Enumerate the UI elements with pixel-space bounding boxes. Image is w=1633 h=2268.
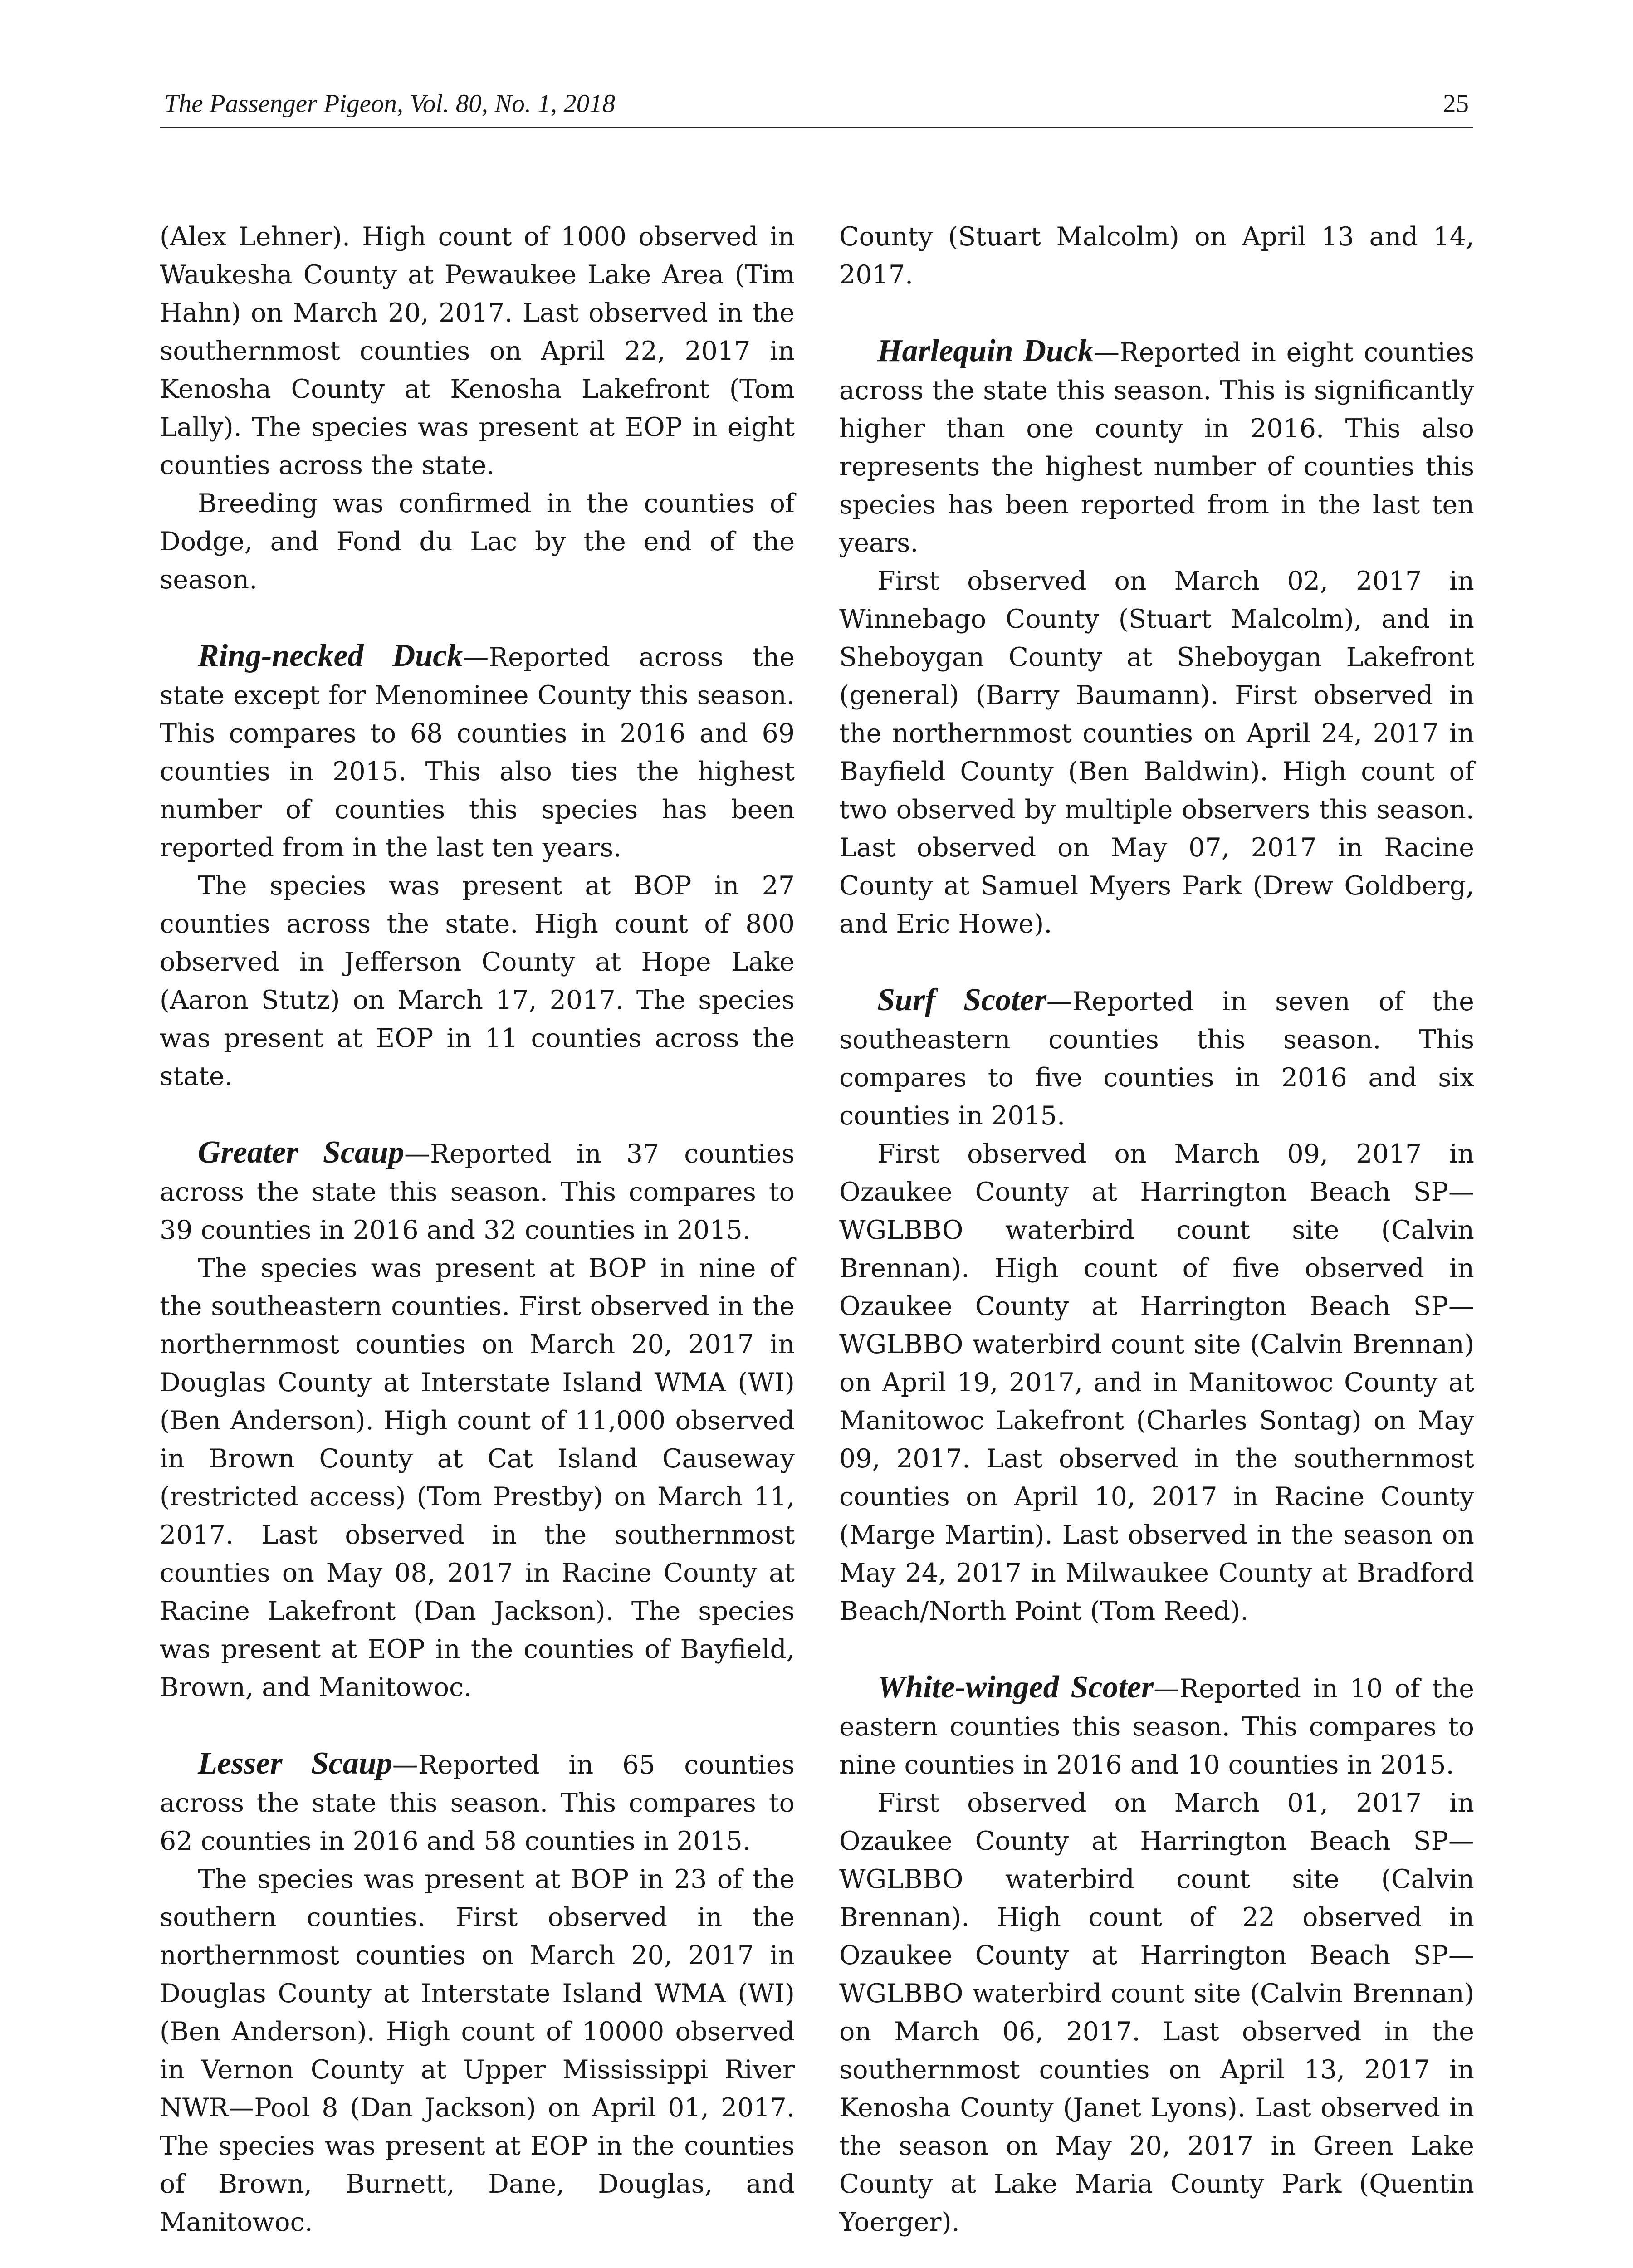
species-name: Harlequin Duck [877,333,1094,368]
species-name: White-winged Scoter [877,1670,1154,1705]
species-summary: —Reported across the state except for Menominee County this season. This compares to 68 counties in 2016 and 69 counties in 2015. This also ties the highest number of counties this species has been reported from in the last ten years. [160,642,795,863]
running-header [160,89,1473,125]
right-column [839,218,1474,2268]
species-entry-surf-scoter [839,981,1474,1135]
intro-paragraph: (Alex Lehner). High count of 1000 observed in Waukesha County at Pewaukee Lake Area (Tim Hahn) on March 20, 2017. Last observed in the southernmost counties on April 22, 2017 in Kenosha County at Kenosha Lakefront (Tom Lally). The species was present at EOP in eight counties across the state. [160,222,795,480]
species-summary: —Reported in eight counties across the state this season. This is significantly higher than one county in 2016. This also represents the highest number of counties this species has been reported from in the last ten years. [839,337,1474,558]
species-name: Surf Scoter [877,982,1046,1017]
species-details: The species was present at BOP in 23 of the southern counties. First observed in the northernmost counties on March 20, 2017 in Douglas County at Interstate Island WMA (WI) (Ben Anderson). High count of 10000 observed in Vernon County at Upper Mississippi River NWR—Pool 8 (Dan Jackson) on April 01, 2017. The species was present at EOP in the counties of Brown, Burnett, Dane, Douglas, and Manitowoc. [160,1864,795,2237]
species-name: Ring-necked Duck [198,638,463,673]
breeding-paragraph: Breeding was confirmed in the counties of Dodge, and Fond du Lac by the end of the season. [160,489,795,595]
journal-title: The Passenger Pigeon, Vol. 80, No. 1, 2018 [164,89,616,118]
species-entry-white-winged-scoter [839,1668,1474,1784]
page-number: 25 [1443,89,1469,118]
species-details: First observed on March 02, 2017 in Winnebago County (Stuart Malcolm), and in Sheboygan County at Sheboygan Lakefront (general) (Barry Baumann). First observed in the northernmost counties on April 24, 2017 in Bayfield County (Ben Baldwin). High count of two observed by multiple observers this season. Last observed on May 07, 2017 in Racine County at Samuel Myers Park (Drew Goldberg, and Eric Howe). [839,566,1474,939]
species-details: The species was present at BOP in 27 counties across the state. High count of 800 observed in Jefferson County at Hope Lake (Aaron Stutz) on March 17, 2017. The species was present at EOP in 11 counties across the state. [160,871,795,1091]
species-summary: —Reported in 65 counties across the state this season. This compares to 62 counties in 2016 and 58 counties in 2015. [160,1750,795,1856]
species-entry-lesser-scaup [160,1745,795,1860]
species-details: First observed on March 09, 2017 in Ozaukee County at Harrington Beach SP—WGLBBO waterbird count site (Calvin Brennan). High count of five observed in Ozaukee County at Harrington Beach SP—WGLBBO waterbird count site (Calvin Brennan) on April 19, 2017, and in Manitowoc County at Manitowoc Lakefront (Charles Sontag) on May 09, 2017. Last observed in the southernmost counties on April 10, 2017 in Racine County (Marge Martin). Last observed in the season on May 24, 2017 in Milwaukee County at Bradford Beach/North Point (Tom Reed). [839,1139,1474,1626]
species-entry-ring-necked-duck [160,637,795,867]
species-entry-harlequin-duck [839,332,1474,562]
species-summary: —Reported in 10 of the eastern counties this season. This compares to nine counties in 2016 and 10 counties in 2015. [839,1674,1474,1780]
species-details: First observed on March 01, 2017 in Ozaukee County at Harrington Beach SP—WGLBBO waterbird count site (Calvin Brennan). High count of 22 observed in Ozaukee County at Harrington Beach SP—WGLBBO waterbird count site (Calvin Brennan) on March 06, 2017. Last observed in the southernmost counties on April 13, 2017 in Kenosha County (Janet Lyons). Last observed in the season on May 20, 2017 in Green Lake County at Lake Maria County Park (Quentin Yoerger). [839,1788,1474,2237]
species-details: The species was present at BOP in nine of the southeastern counties. First observed in the northernmost counties on March 20, 2017 in Douglas County at Interstate Island WMA (WI) (Ben Anderson). High count of 11,000 observed in Brown County at Cat Island Causeway (restricted access) (Tom Prestby) on March 11, 2017. Last observed in the southernmost counties on May 08, 2017 in Racine County at Racine Lakefront (Dan Jackson). The species was present at EOP in the counties of Bayfield, Brown, and Manitowoc. [160,1253,795,1702]
species-name: Greater Scaup [198,1135,404,1170]
species-summary: —Reported in seven of the southeastern counties this season. This compares to five counties in 2016 and six counties in 2015. [839,987,1474,1131]
species-summary: —Reported in 37 counties across the state this season. This compares to 39 counties in 2016 and 32 counties in 2015. [160,1139,795,1245]
header-rule [160,127,1473,128]
hybrid-continued: County (Stuart Malcolm) on April 13 and 14, 2017. [839,222,1474,290]
species-name: Lesser Scaup [198,1746,392,1781]
species-entry-greater-scaup [160,1134,795,1249]
left-column [160,218,795,2268]
